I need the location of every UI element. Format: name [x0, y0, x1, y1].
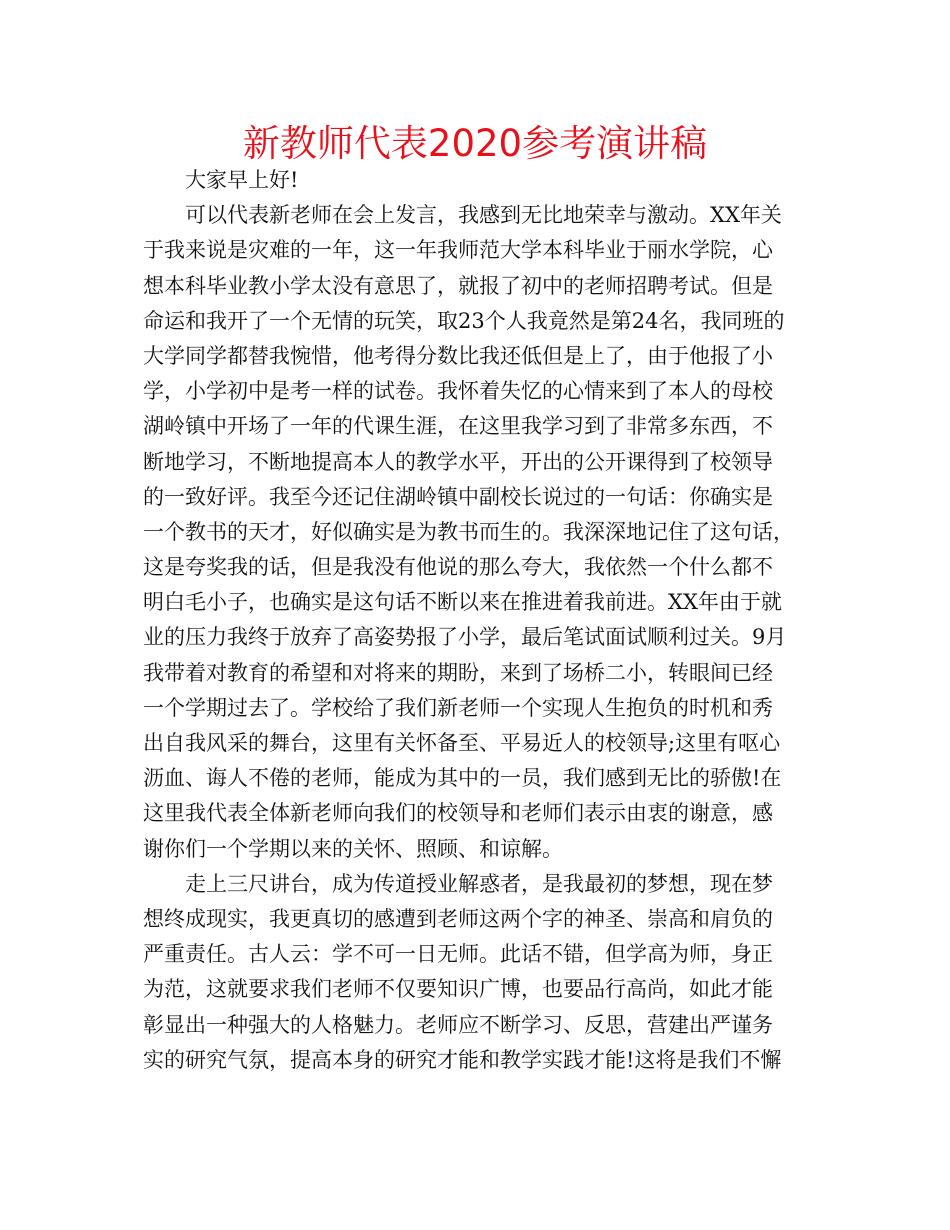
- paragraph-line: 严重责任。古人云：学不可一日无师。此话不错，但学高为师，身正: [143, 942, 773, 967]
- paragraph-line: 明白毛小子，也确实是这句话不断以来在推进着我前进。XX年由于就: [143, 590, 782, 615]
- paragraph-line: 于我来说是灾难的一年，这一年我师范大学本科毕业于丽水学院，心: [143, 238, 773, 263]
- paragraph-line: 彰显出一种强大的人格魅力。老师应不断学习、反思，营建出严谨务: [143, 1012, 773, 1037]
- paragraph-line: 命运和我开了一个无情的玩笑，取23个人我竟然是第24名，我同班的: [143, 308, 785, 333]
- paragraph-line: 这是夸奖我的话，但是我没有他说的那么夸大，我依然一个什么都不: [143, 555, 773, 580]
- document-title: 新教师代表2020参考演讲稿: [242, 122, 708, 165]
- paragraph-line: 的一致好评。我至今还记住湖岭镇中副校长说过的一句话：你确实是: [143, 484, 773, 509]
- paragraph-1: [143, 198, 803, 867]
- paragraph-line: 沥血、诲人不倦的老师，能成为其中的一员，我们感到无比的骄傲!在: [143, 766, 782, 791]
- paragraph-line: 实的研究气氛，提高本身的研究才能和教学实践才能!这将是我们不懈: [143, 1047, 782, 1072]
- paragraph-line: 谢你们一个学期以来的关怀、照顾、和谅解。: [143, 836, 563, 861]
- paragraph-line: 业的压力我终于放弃了高姿势报了小学，最后笔试面试顺利过关。9月: [143, 625, 787, 650]
- paragraph-line: 可以代表新老师在会上发言，我感到无比地荣幸与激动。XX年关: [185, 203, 782, 228]
- paragraph-line: 断地学习，不断地提高本人的教学水平，开出的公开课得到了校领导: [143, 449, 773, 474]
- paragraph-line: 出自我风采的舞台，这里有关怀备至、平易近人的校领导;这里有呕心: [143, 731, 781, 755]
- paragraph-line: 想本科毕业教小学太没有意思了，就报了初中的老师招聘考试。但是: [143, 273, 773, 298]
- paragraph-2: [143, 867, 803, 1078]
- paragraph-line: 想终成现实，我更真切的感遭到老师这两个字的神圣、崇高和肩负的: [143, 906, 773, 931]
- paragraph-line: 这里我代表全体新老师向我们的校领导和老师们表示由衷的谢意，感: [143, 801, 773, 826]
- paragraph-line: 学，小学初中是考一样的试卷。我怀着失忆的心情来到了本人的母校: [143, 379, 773, 404]
- paragraph-line: 我带着对教育的希望和对将来的期盼，来到了场桥二小，转眼间已经: [143, 660, 773, 685]
- paragraph-line: 大学同学都替我惋惜，他考得分数比我还低但是上了，由于他报了小: [143, 343, 773, 368]
- document-body: [143, 163, 803, 1078]
- paragraph-line: 走上三尺讲台，成为传道授业解惑者，是我最初的梦想，现在梦: [185, 871, 773, 896]
- greeting-line: 大家早上好!: [185, 168, 299, 192]
- paragraph-line: 为范，这就要求我们老师不仅要知识广博，也要品行高尚，如此才能: [143, 977, 773, 1002]
- paragraph-line: 一个教书的天才，好似确实是为教书而生的。我深深地记住了这句话，: [143, 519, 794, 544]
- paragraph-line: 湖岭镇中开场了一年的代课生涯，在这里我学习到了非常多东西，不: [143, 414, 773, 439]
- paragraph-line: 一个学期过去了。学校给了我们新老师一个实现人生抱负的时机和秀: [143, 695, 773, 720]
